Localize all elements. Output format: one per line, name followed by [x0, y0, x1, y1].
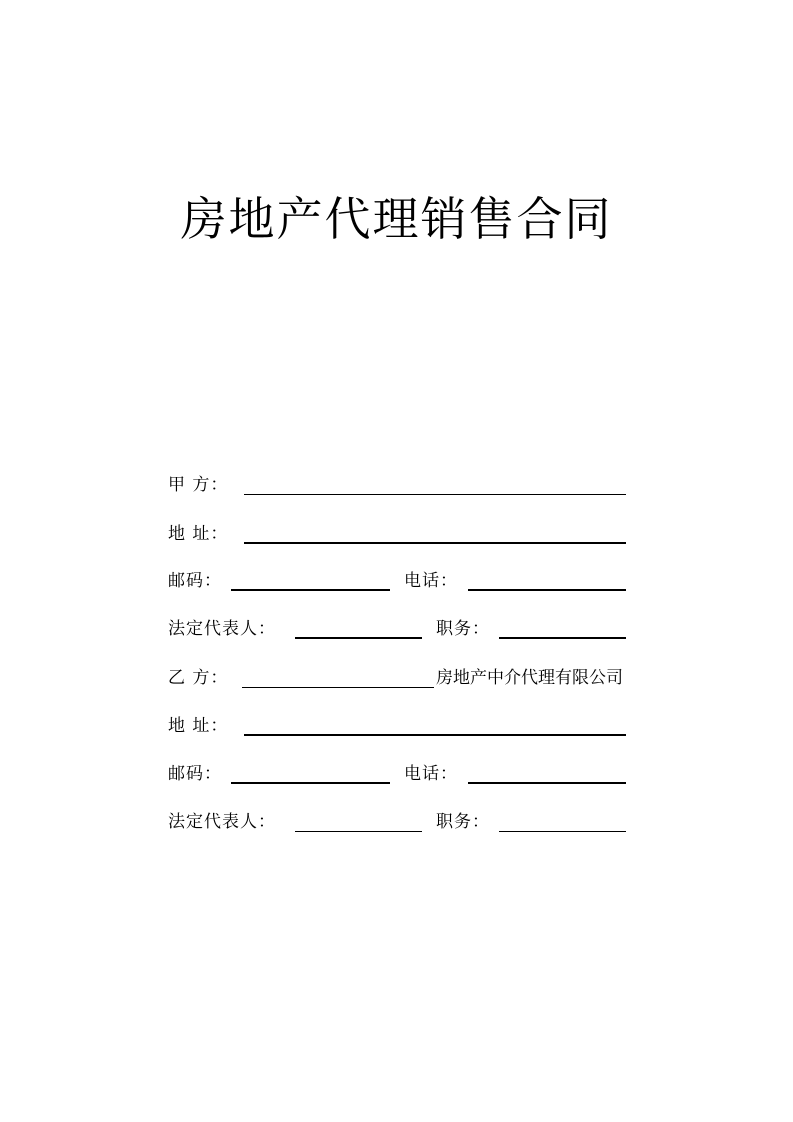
party-b-rep-row [168, 807, 628, 837]
party-b-position-label: 职务： [436, 812, 490, 832]
party-b-address-row [168, 711, 628, 741]
party-a-position-label: 职务： [436, 619, 490, 639]
party-a-name-label: 甲 方： [168, 475, 229, 495]
party-a-phone-label: 电话： [404, 571, 458, 591]
party-a-legal-rep-label: 法定代表人： [168, 619, 276, 639]
party-b-contact-row [168, 759, 628, 789]
party-b-phone-label: 电话： [404, 764, 458, 784]
party-a-name-blank[interactable] [244, 494, 626, 495]
party-a-postcode-blank[interactable] [231, 589, 390, 591]
party-a-address-blank[interactable] [244, 542, 626, 544]
party-b-phone-blank[interactable] [468, 782, 626, 784]
party-b-position-blank[interactable] [499, 831, 626, 832]
party-a-contact-row [168, 566, 628, 596]
party-a-name-row [168, 470, 628, 500]
party-a-position-blank[interactable] [499, 637, 626, 639]
party-a-rep-row [168, 614, 628, 644]
party-b-name-row [168, 663, 648, 693]
party-b-address-label: 地 址： [168, 716, 229, 736]
party-b-address-blank[interactable] [244, 734, 626, 736]
party-a-phone-blank[interactable] [468, 589, 626, 591]
party-a-legal-rep-blank[interactable] [295, 637, 422, 639]
party-b-postcode-blank[interactable] [231, 782, 390, 784]
party-a-postcode-label: 邮码： [168, 571, 222, 591]
party-a-address-label: 地 址： [168, 524, 229, 544]
party-a-address-row [168, 519, 628, 549]
contract-title: 房地产代理销售合同 [180, 192, 613, 246]
party-b-company-suffix: 房地产中介代理有限公司 [436, 668, 623, 688]
party-b-postcode-label: 邮码： [168, 764, 222, 784]
party-b-legal-rep-label: 法定代表人： [168, 812, 276, 832]
party-b-name-label: 乙 方： [168, 668, 229, 688]
party-b-name-blank[interactable] [242, 687, 434, 688]
party-b-legal-rep-blank[interactable] [295, 831, 422, 832]
